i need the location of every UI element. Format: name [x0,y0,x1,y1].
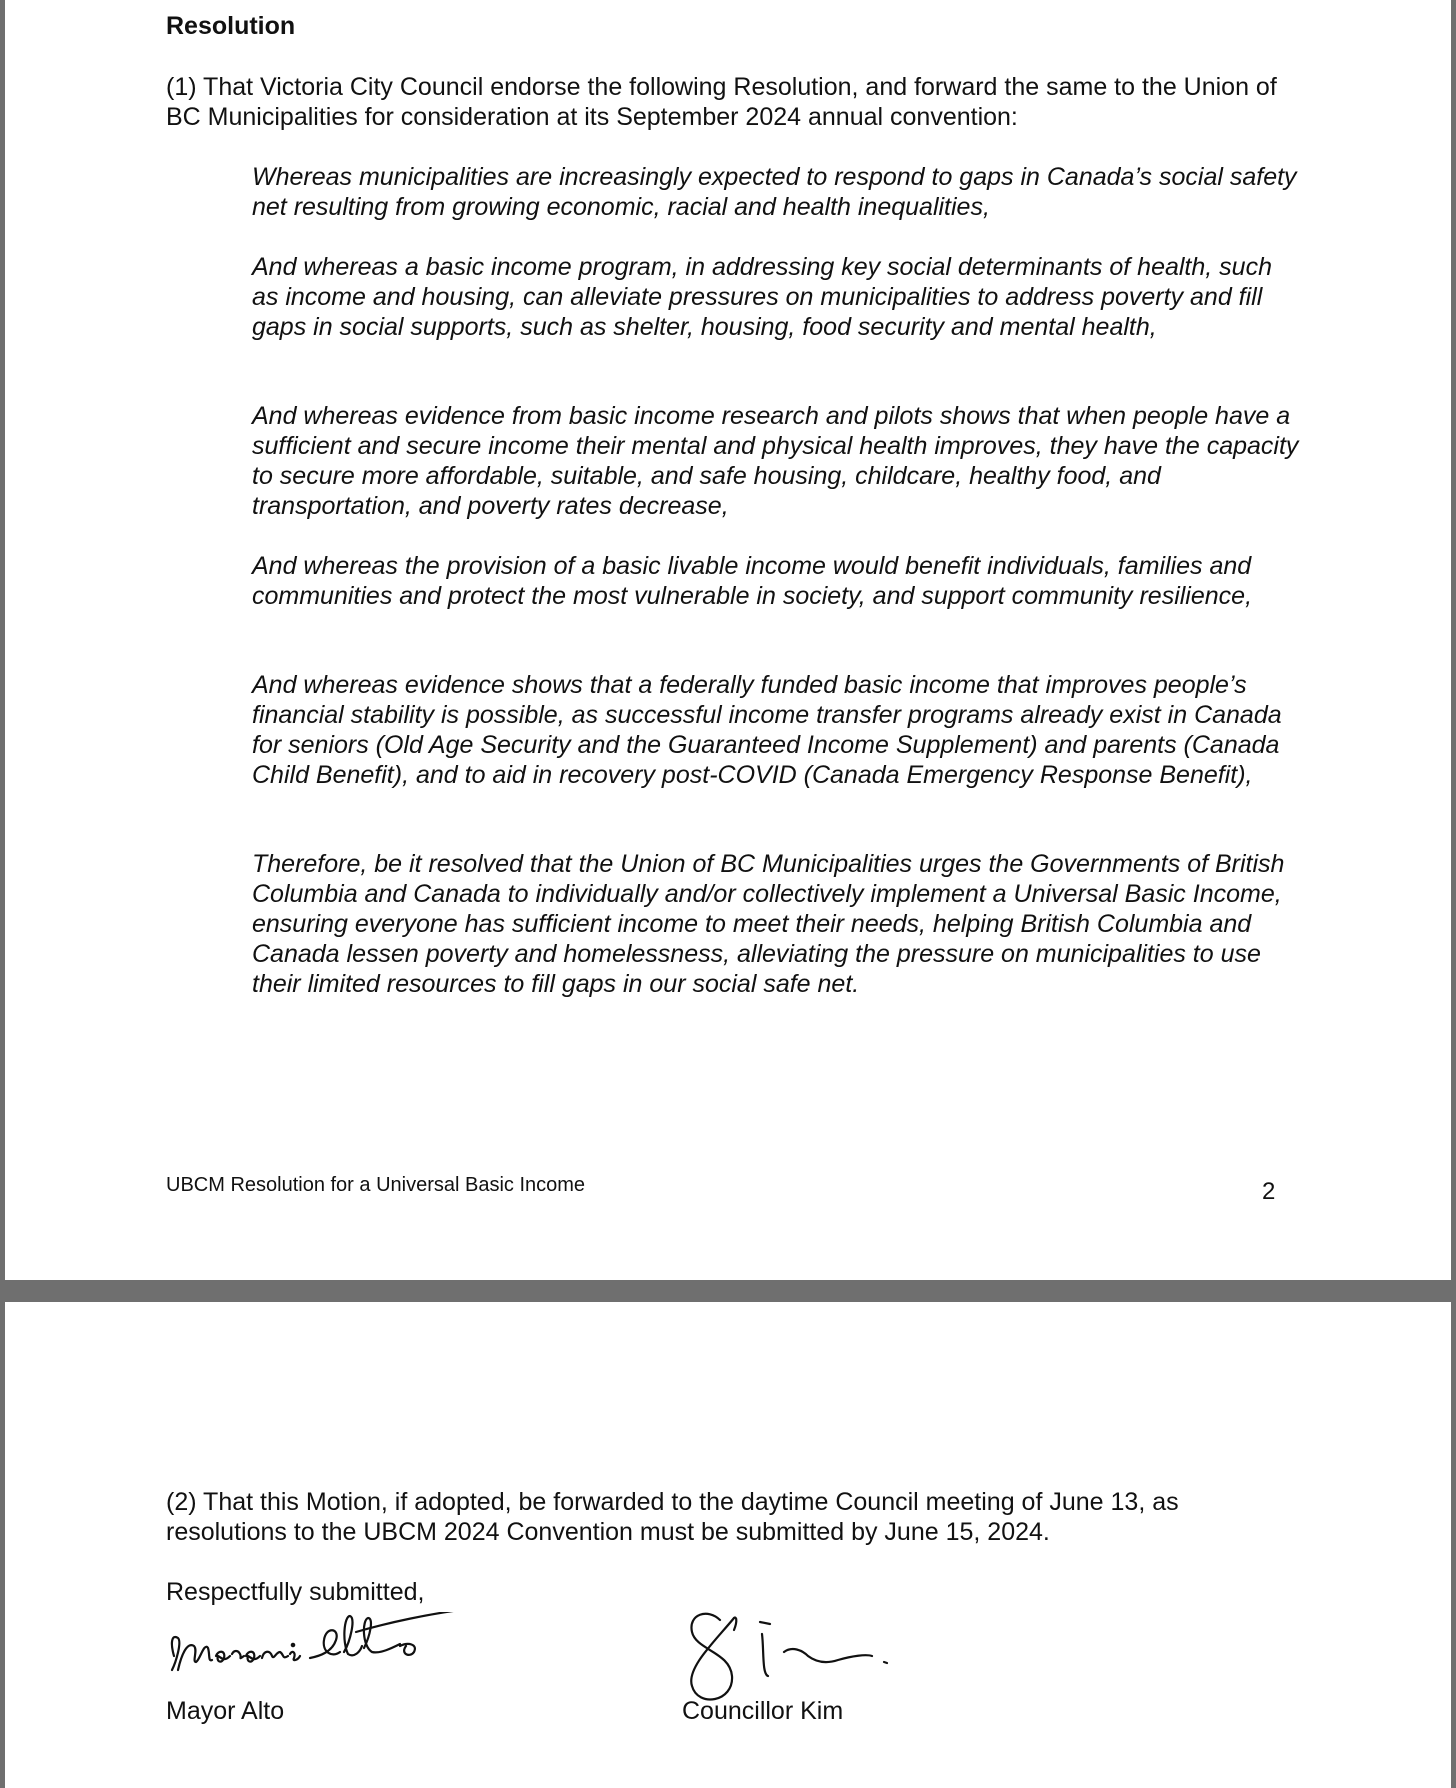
whereas-clause-3: And whereas evidence from basic income research and pilots shows that when people have a sufficient and secure income their mental and physical health improves, they have the capacity to secure more affordable, suitable, and safe housing, childcare, healthy food, and transportation, and poverty rates decrease, [252,402,1299,520]
page-number: 2 [1262,1178,1276,1205]
page-gap [0,1280,1456,1302]
signatory-mayor: Mayor Alto [166,1697,285,1725]
mayor-signature [160,1612,520,1752]
resolution-intro: (1) That Victoria City Council endorse the following Resolution, and forward the same to the Union of BC Municipalities for consideration at its September 2024 annual convention: [166,73,1277,131]
page-footer-title: UBCM Resolution for a Universal Basic Income [166,1174,586,1196]
whereas-clause-1: Whereas municipalities are increasingly expected to respond to gaps in Canada’s social safety net resulting from growing economic, racial and health inequalities, [252,163,1297,221]
whereas-clause-2: And whereas a basic income program, in addressing key social determinants of health, such as income and housing, can alleviate pressures on municipalities to address poverty and fill gaps in social supports, such as shelter, housing, food security and mental health, [252,253,1272,341]
closing-line: Respectfully submitted, [166,1578,425,1606]
motion-paragraph-2: (2) That this Motion, if adopted, be forwarded to the daytime Council meeting of June 13, as resolutions to the UBCM 2024 Convention must be submitted by June 15, 2024. [166,1488,1179,1546]
whereas-clause-4: And whereas the provision of a basic livable income would benefit individuals, families and communities and protect the most vulnerable in society, and support community resilience, [252,552,1253,610]
section-heading: Resolution [166,12,296,40]
whereas-clause-5: And whereas evidence shows that a federally funded basic income that improves people’s financial stability is possible, as successful income transfer programs already exist in Canada for seniors (Old Age Security and the Guaranteed Income Supplement) and parents (Canada Child Benefit), and to aid in recovery post-COVID (Canada Emergency Response Benefit), [252,671,1282,789]
signatory-councillor: Councillor Kim [682,1697,844,1725]
councillor-signature [676,1590,956,1760]
resolved-clause: Therefore, be it resolved that the Union of BC Municipalities urges the Governments of British Columbia and Canada to individually and/or collectively implement a Universal Basic Income, ensuring everyone has sufficient income to meet their needs, helping British Columbia and Canada lessen poverty and homelessness, alleviating the pressure on municipalities to use their limited resources to fill gaps in our social safe net. [252,850,1285,998]
